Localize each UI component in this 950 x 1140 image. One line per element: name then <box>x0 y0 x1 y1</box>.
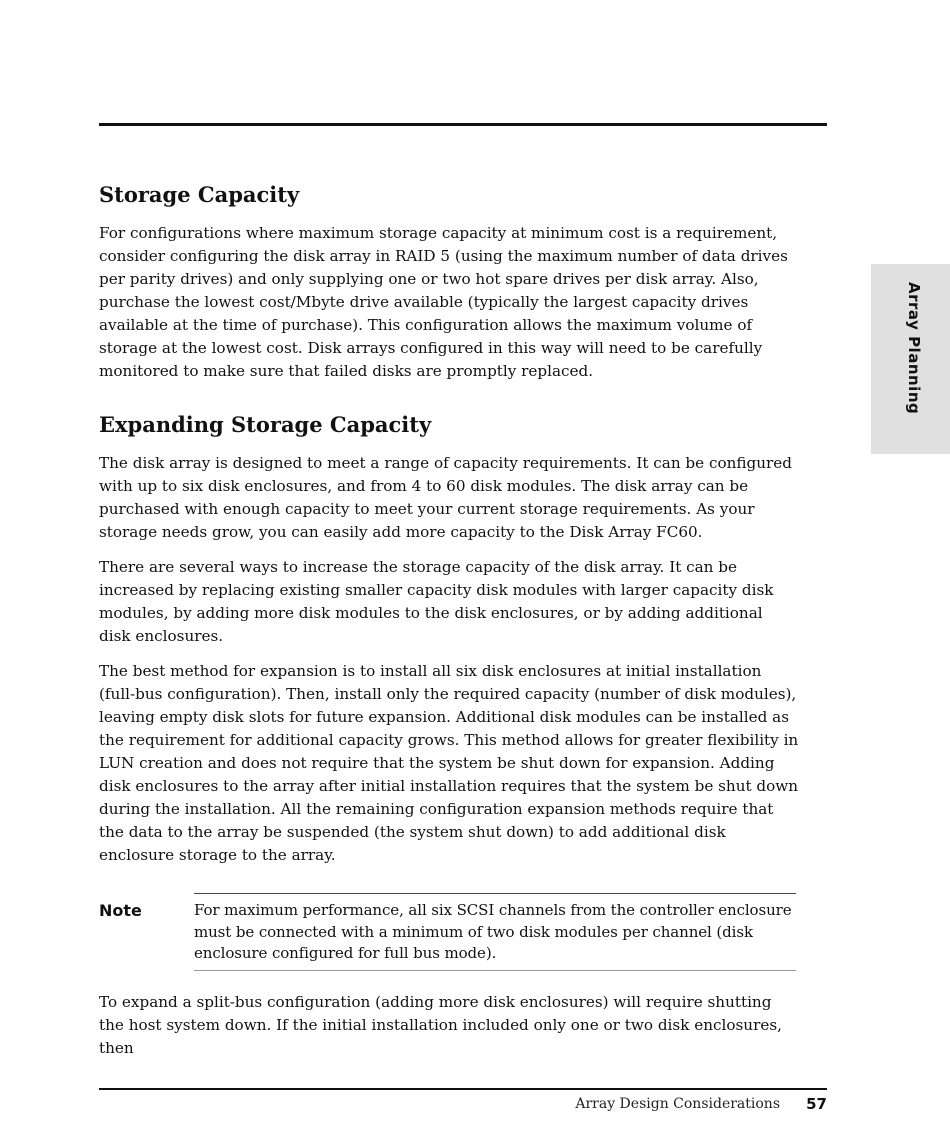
page-content <box>99 180 799 1060</box>
header-rule <box>99 123 827 126</box>
footer-rule <box>99 1088 827 1090</box>
footer-title: Array Design Considerations <box>575 1096 780 1112</box>
expanding-paragraph-3: The best method for expansion is to install all six disk enclosures at initial installation (full-bus configuration). Then, install only the required capacity (number of disk modules), leaving empty disk slots for future expansion. Additional disk modules can be installed as the requirement for additional capacity grows. This method allows for greater flexibility in LUN creation and does not require that the system be shut down for expansion. Adding disk enclosures to the array after initial installation requires that the system be shut down during the installation. All the remaining configuration expansion methods require that the data to the array be suspended (the system shut down) to add additional disk enclosure storage to the array. <box>99 662 799 864</box>
storage-capacity-paragraph: For configurations where maximum storage capacity at minimum cost is a requirement, consider configuring the disk array in RAID 5 (using the maximum number of data drives per parity drives) and only supplying one or two hot spare drives per disk array. Also, purchase the lowest cost/Mbyte drive available (typically the largest capacity drives available at the time of purchase). This configuration allows the maximum volume of storage at the lowest cost. Disk arrays configured in this way will need to be carefully monitored to make sure that failed disks are promptly replaced. <box>99 224 788 380</box>
note-body <box>194 893 796 971</box>
note-text: For maximum performance, all six SCSI channels from the controller enclosure must be connected with a minimum of two disk modules per channel (disk enclosure configured for full bus mode). <box>194 901 792 962</box>
side-tab[interactable] <box>871 264 950 454</box>
side-tab-label: Array Planning <box>905 282 923 415</box>
note-label: Note <box>99 901 142 920</box>
expanding-paragraph-2: There are several ways to increase the storage capacity of the disk array. It can be increased by replacing existing smaller capacity disk modules with larger capacity disk modules, by adding more disk modules to the disk enclosures, or by adding additional disk enclosures. <box>99 558 774 645</box>
final-paragraph: To expand a split-bus configuration (adding more disk enclosures) will require shutting the host system down. If the initial installation included only one or two disk enclosures, then <box>99 993 782 1057</box>
page-number: 57 <box>806 1095 827 1113</box>
storage-capacity-heading: Storage Capacity <box>99 182 300 207</box>
expanding-paragraph-1: The disk array is designed to meet a range of capacity requirements. It can be configured with up to six disk enclosures, and from 4 to 60 disk modules. The disk array can be purchased with enough capacity to meet your current storage requirements. As your storage needs grow, you can easily add more capacity to the Disk Array FC60. <box>99 454 793 541</box>
expanding-storage-capacity-heading: Expanding Storage Capacity <box>99 412 432 437</box>
note-block <box>99 893 799 971</box>
